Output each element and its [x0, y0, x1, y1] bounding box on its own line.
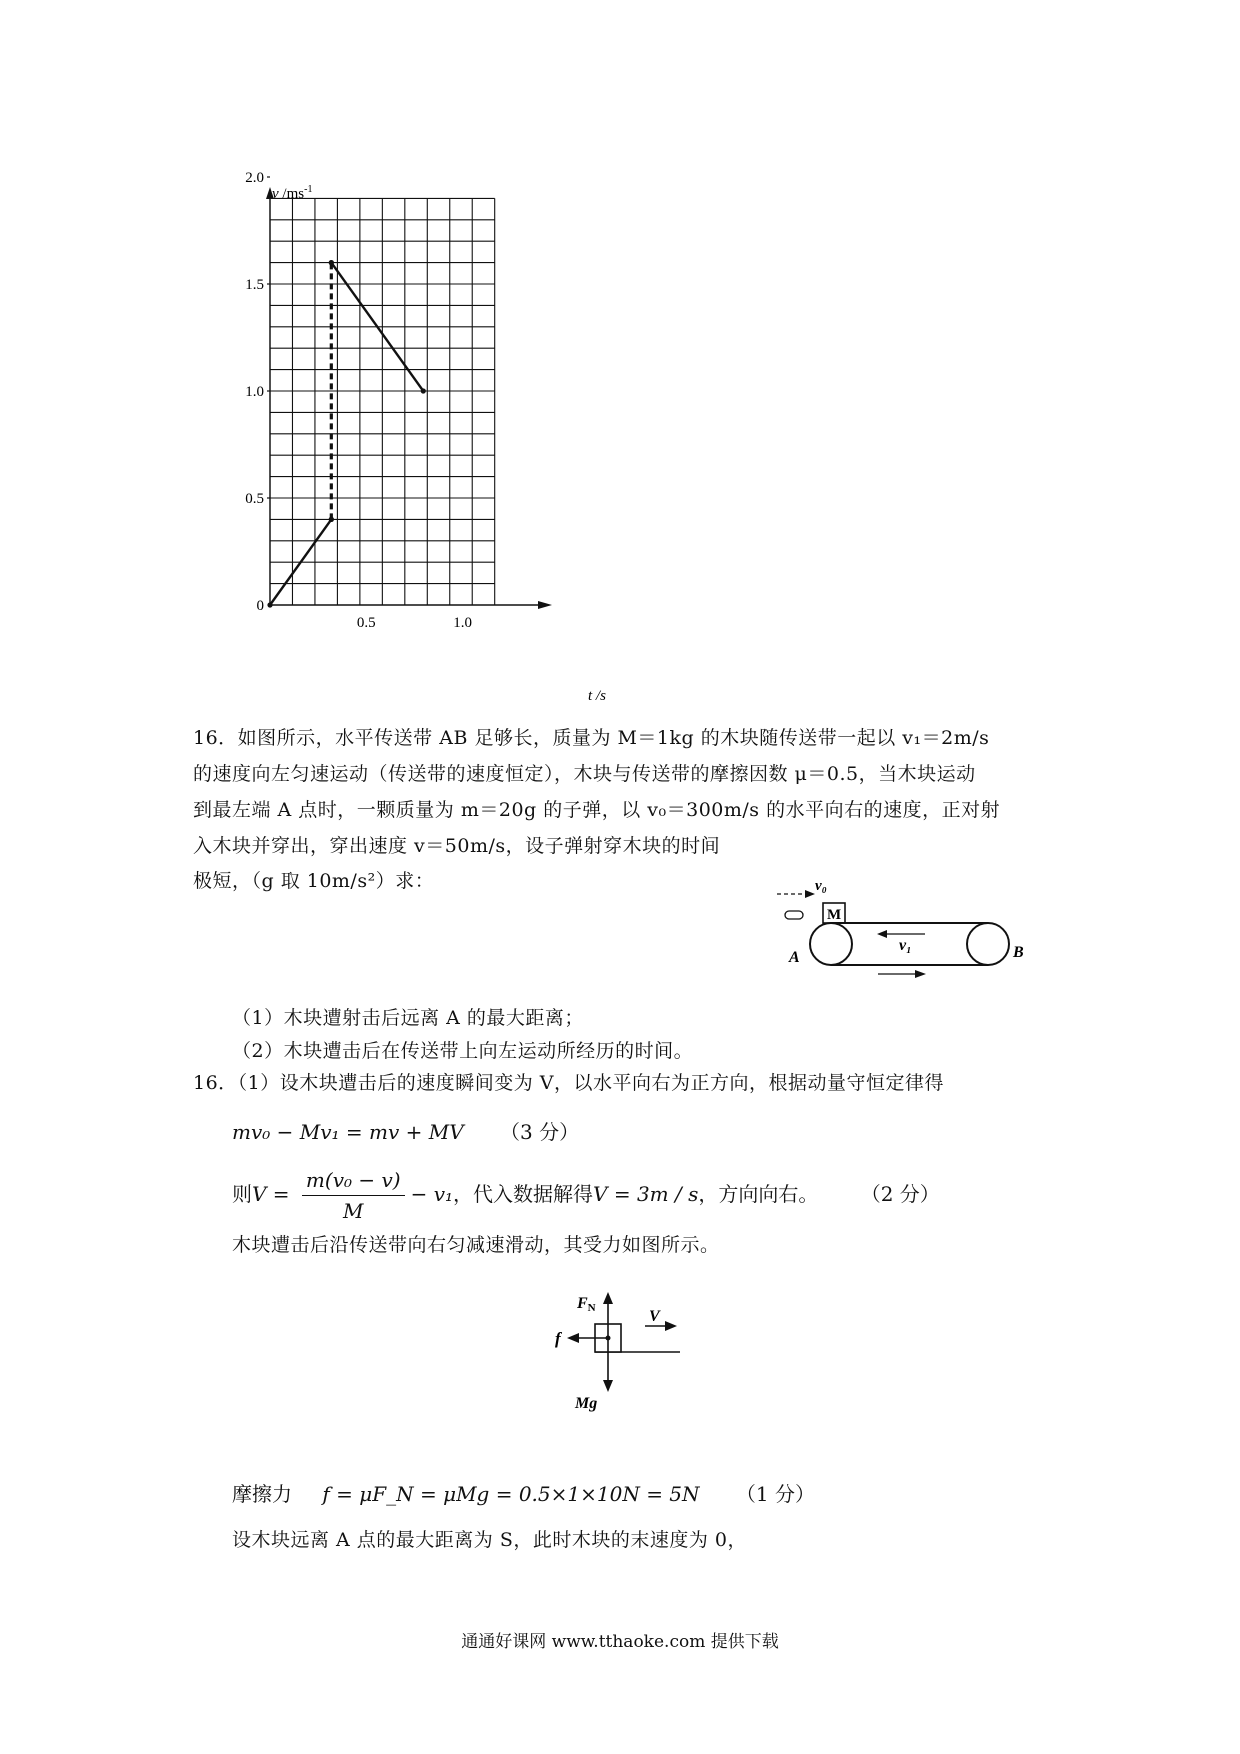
- problem-line-4: 入木块并穿出，穿出速度 v＝50m/s，设子弹射穿木块的时间: [193, 835, 721, 857]
- x-tick-label: 0.5: [356, 615, 376, 631]
- x-axis-label: t /s: [588, 688, 606, 704]
- y-axis-label: v $/ms^{-1}$: [272, 184, 313, 202]
- y-tick-label: 1.5: [245, 277, 264, 293]
- conveyor-belt-diagram: [775, 870, 1035, 982]
- problem-line-2: 的速度向左匀速运动（传送带的速度恒定），木块与传送带的摩擦因数 μ＝0.5，当木块运动: [193, 763, 976, 785]
- block-label: M: [827, 907, 842, 923]
- score-1: （1 分）: [735, 1482, 815, 1506]
- equation-momentum-text: mv₀ − Mv₁ = mv + MV: [232, 1120, 464, 1144]
- fraction-numerator: m(v₀ − v): [302, 1168, 405, 1196]
- v1-label: v₁: [899, 937, 912, 954]
- eq2-direction: ，方向向右。: [698, 1182, 819, 1206]
- bullet-shape: [785, 911, 803, 919]
- data-point: [329, 517, 334, 522]
- y-tick-label: 1.0: [245, 384, 264, 400]
- problem-line-3: 到最左端 A 点时，一颗质量为 m＝20g 的子弹，以 v₀＝300m/s 的水平向右的速度，正对射: [193, 799, 1001, 821]
- footer: 通通好课网 www.tthaoke.com 提供下载: [461, 1632, 779, 1652]
- point-a-label: A: [789, 949, 800, 966]
- friction-title: 摩擦力: [232, 1482, 292, 1506]
- eq2-prefix: 则: [232, 1182, 252, 1206]
- equation-velocity: [232, 1168, 940, 1223]
- question-2: （2）木块遭击后在传送带上向左运动所经历的时间。: [232, 1040, 694, 1062]
- force-diagram: [545, 1290, 695, 1445]
- left-pulley: [810, 923, 852, 965]
- problem-line-5: 极短，（g 取 10m/s²）求：: [193, 870, 435, 892]
- gravity-label: Mg: [575, 1395, 598, 1412]
- fraction: [302, 1168, 405, 1223]
- normal-force-label: FN: [577, 1295, 596, 1314]
- velocity-label: V: [649, 1308, 660, 1325]
- y-tick-label: 0.5: [245, 491, 264, 507]
- solution-last-line: 设木块远离 A 点的最大距离为 S，此时木块的末速度为 0，: [232, 1529, 747, 1551]
- eq2-lhs: V =: [252, 1182, 290, 1206]
- eq2-result: V = 3m / s: [593, 1182, 699, 1206]
- eq2-tail: − v₁: [410, 1182, 454, 1206]
- equation-momentum: [232, 1116, 579, 1145]
- data-point: [267, 602, 272, 607]
- y-tick-label: 2.0: [245, 170, 264, 186]
- friction-equation: f = μF_N = μMg = 0.5×1×10N = 5N: [322, 1482, 700, 1506]
- x-axis-arrow: [538, 601, 552, 609]
- equation-friction: [232, 1478, 815, 1507]
- v0-label: v₀: [815, 878, 827, 894]
- y-tick-label: 0: [256, 598, 264, 614]
- friction-label: f: [555, 1329, 561, 1348]
- problem-line-1: 16．如图所示，水平传送带 AB 足够长，质量为 M＝1kg 的木块随传送带一起以 v₁＝2m/s: [193, 727, 990, 749]
- force-intro: 木块遭击后沿传送带向右匀减速滑动，其受力如图所示。: [232, 1234, 720, 1256]
- solution-intro: 16．（1）设木块遭击后的速度瞬间变为 V，以水平向右为正方向，根据动量守恒定律得: [193, 1072, 945, 1094]
- score-3: （3 分）: [500, 1120, 580, 1144]
- fraction-denominator: M: [343, 1199, 364, 1223]
- eq2-text: ，代入数据解得: [453, 1182, 594, 1206]
- velocity-time-graph: [245, 170, 620, 704]
- data-point: [329, 260, 334, 265]
- graph-axes: [266, 187, 552, 609]
- score-2: （2 分）: [860, 1182, 940, 1206]
- x-tick-label: 1.0: [453, 615, 472, 631]
- point-b-label: B: [1013, 944, 1024, 961]
- graph-grid: [270, 198, 495, 605]
- right-pulley: [967, 923, 1009, 965]
- question-1: （1）木块遭射击后远离 A 的最大距离；: [232, 1007, 584, 1029]
- data-point: [421, 388, 426, 393]
